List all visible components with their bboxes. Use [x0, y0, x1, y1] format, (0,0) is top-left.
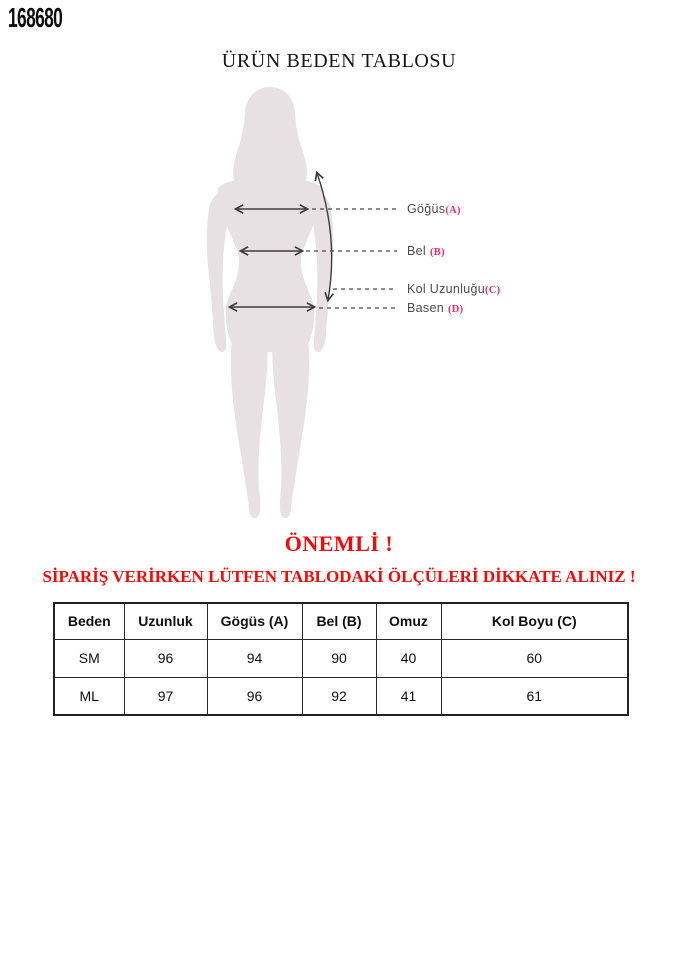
product-code: 168680: [8, 2, 63, 33]
body-silhouette: [207, 87, 333, 518]
body-silhouette-figure: [145, 85, 405, 527]
size-table: [53, 602, 629, 716]
col-header-beden: Beden: [54, 603, 124, 639]
important-subheading: SİPARİŞ VERİRKEN LÜTFEN TABLODAKİ ÖLÇÜLERİ DİKKATE ALINIZ !: [42, 567, 636, 586]
cell-uzunluk: 97: [124, 677, 207, 715]
cell-kol-boyu: 61: [441, 677, 628, 715]
head-hair-shape: [233, 87, 307, 190]
right-leg-shape: [272, 337, 309, 518]
cell-bel: 90: [302, 639, 376, 677]
cell-bel: 92: [302, 677, 376, 715]
measure-name: Bel: [407, 244, 426, 258]
measure-code: (A): [445, 205, 461, 216]
left-leg-shape: [231, 337, 268, 518]
cell-size: ML: [54, 677, 124, 715]
table-row-ml: [54, 677, 628, 715]
size-table-header-row: [54, 603, 628, 639]
cell-omuz: 40: [376, 639, 441, 677]
cell-gogus: 96: [207, 677, 302, 715]
diagram-label-basen: [407, 300, 463, 318]
col-header-bel: Bel (B): [302, 603, 376, 639]
cell-kol-boyu: 60: [441, 639, 628, 677]
cell-omuz: 41: [376, 677, 441, 715]
cell-gogus: 94: [207, 639, 302, 677]
torso-shape: [218, 177, 322, 353]
diagram-label-kol-uzunlugu: [407, 281, 500, 299]
measure-name: Basen: [407, 301, 444, 315]
diagram-label-gogus: [407, 201, 461, 219]
cell-uzunluk: 96: [124, 639, 207, 677]
measure-code: (D): [447, 304, 464, 315]
important-heading: ÖNEMLİ !: [284, 531, 394, 556]
cell-size: SM: [54, 639, 124, 677]
page-title: ÜRÜN BEDEN TABLOSU: [221, 50, 457, 72]
table-row-sm: [54, 639, 628, 677]
body-measurement-diagram: [145, 85, 555, 527]
diagram-label-bel: [407, 243, 445, 261]
measure-code: (C): [484, 285, 501, 296]
col-header-gogus: Gögüs (A): [207, 603, 302, 639]
col-header-uzunluk: Uzunluk: [124, 603, 207, 639]
measure-name: Kol Uzunluğu: [407, 282, 485, 296]
col-header-omuz: Omuz: [376, 603, 441, 639]
col-header-kol-boyu: Kol Boyu (C): [441, 603, 628, 639]
measure-code: (B): [429, 247, 445, 258]
measure-name: Göğüs: [407, 202, 446, 216]
